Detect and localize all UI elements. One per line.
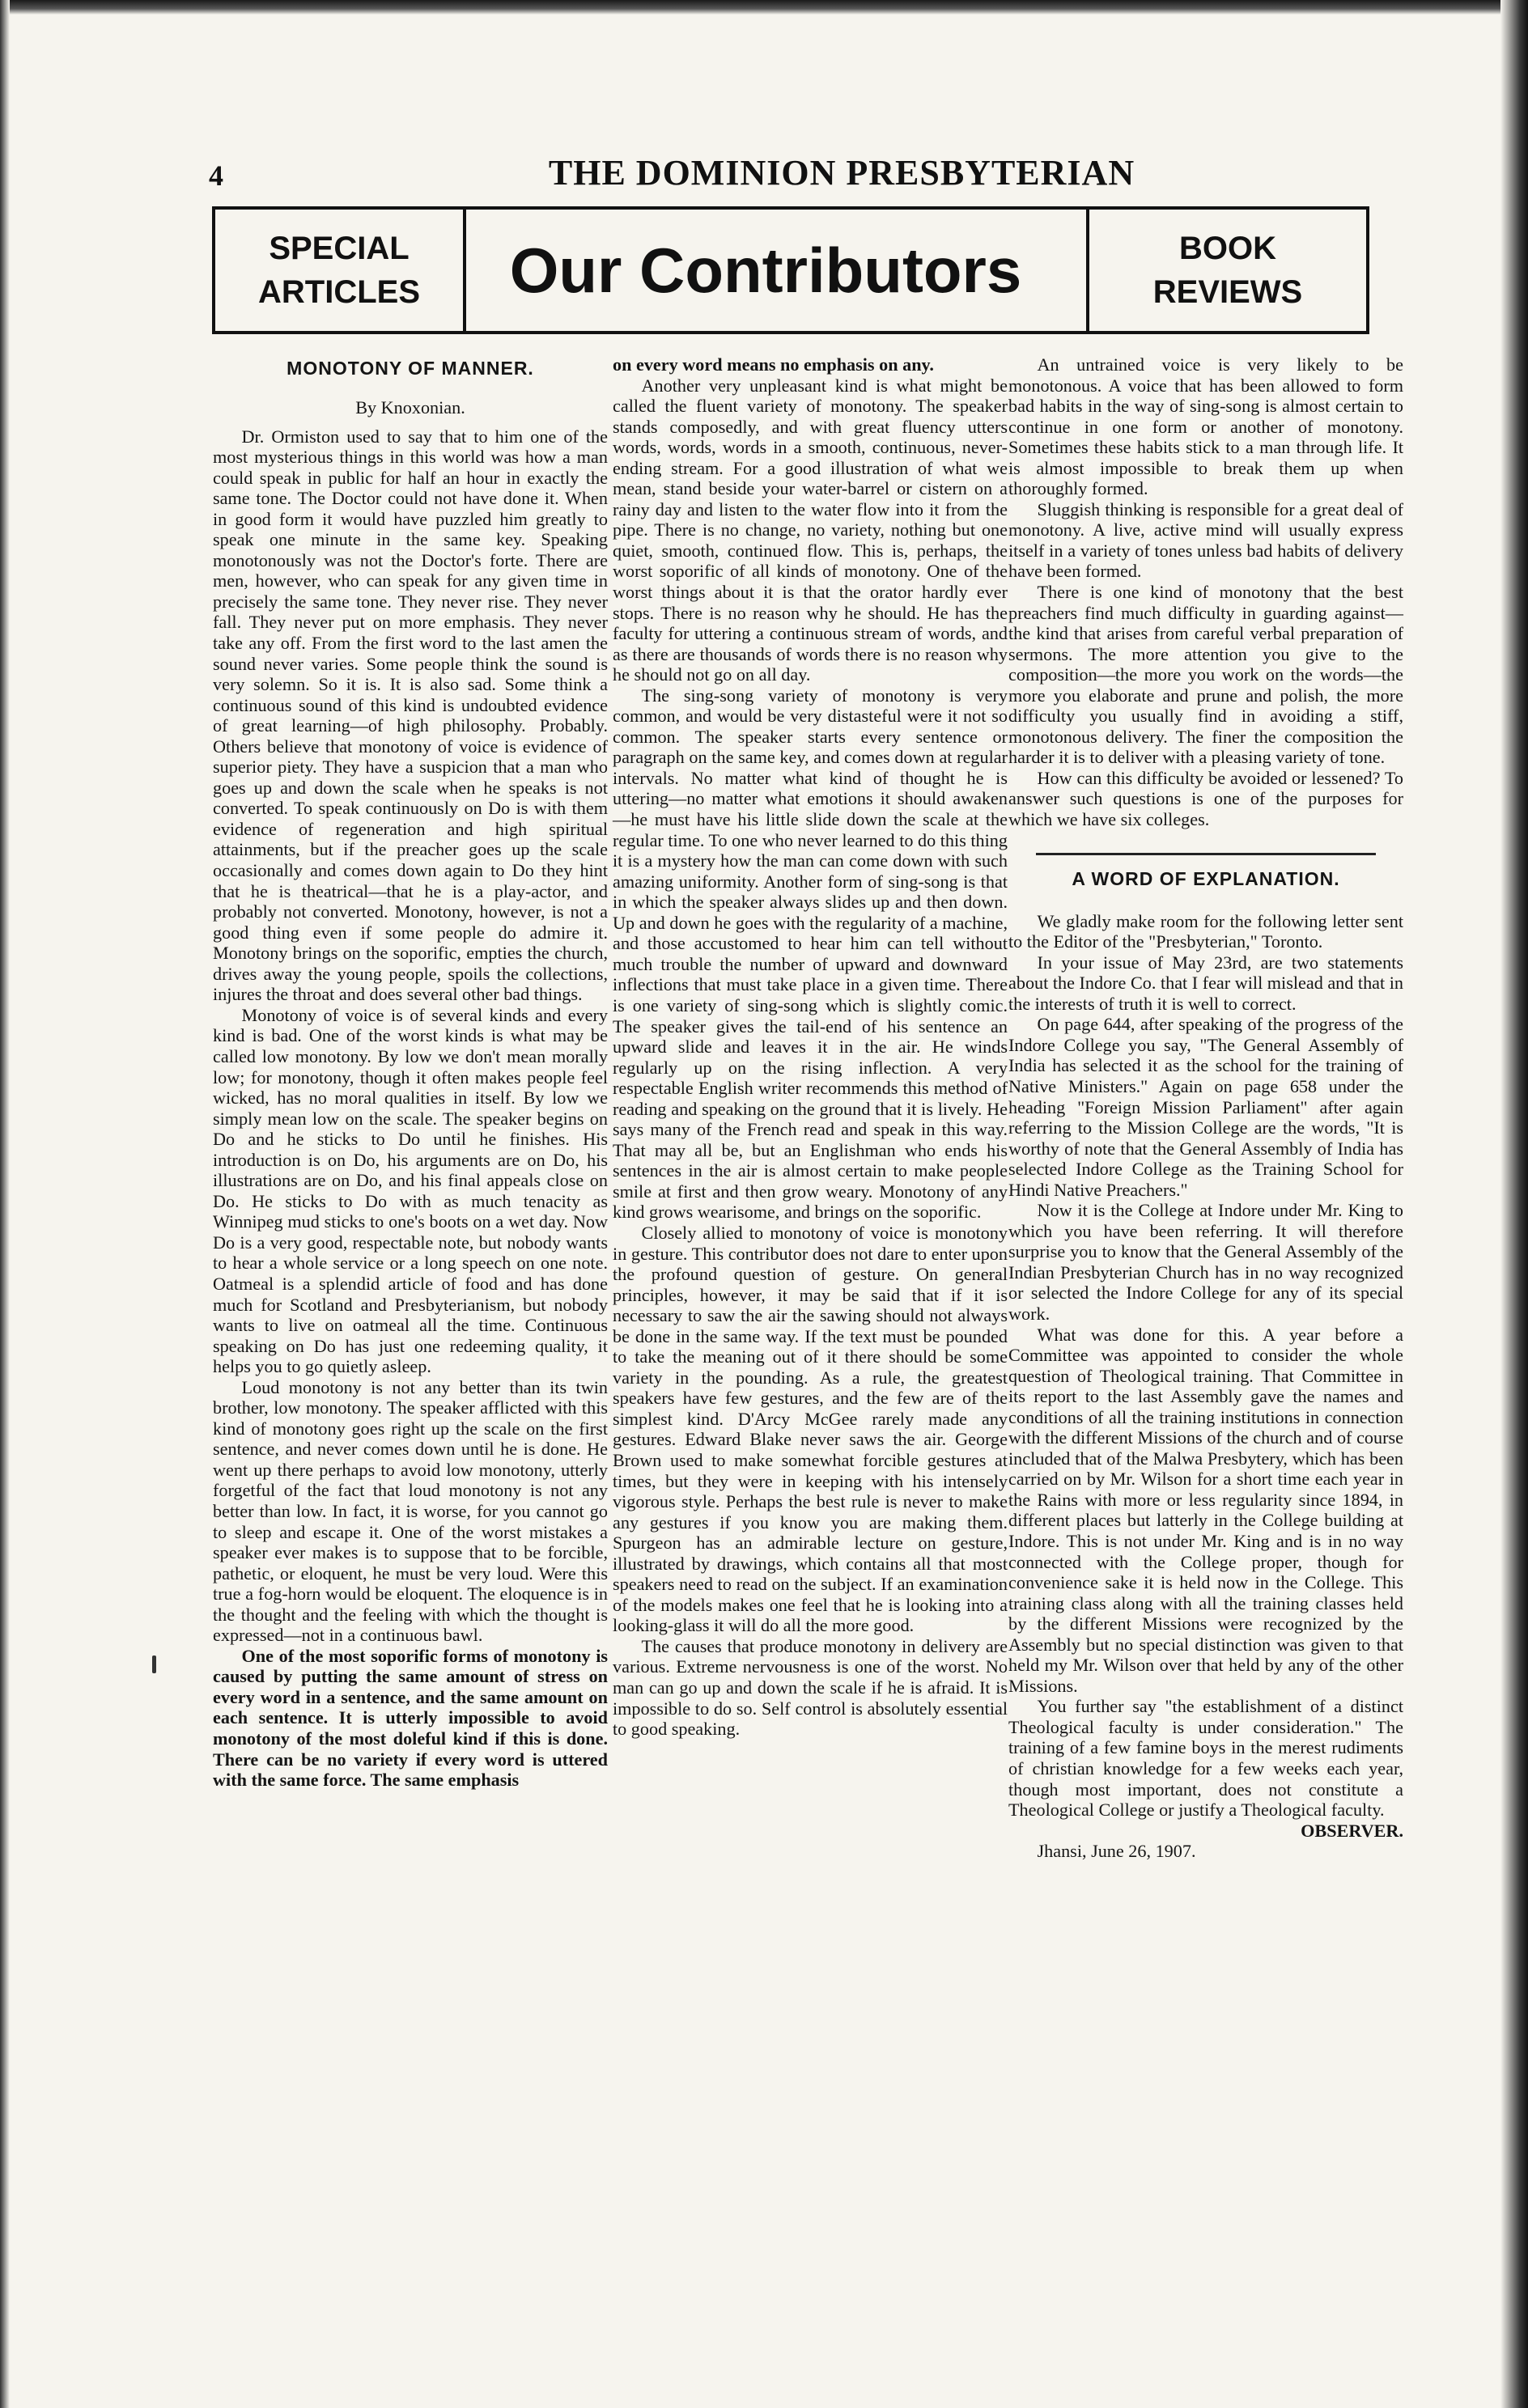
- column-1: [213, 354, 608, 1791]
- paragraph: We gladly make room for the following letter sent to the Editor of the "Presbyterian," Toronto.: [1008, 910, 1403, 952]
- scan-border-top: [0, 0, 1528, 15]
- banner-right-line2: REVIEWS: [1152, 274, 1303, 310]
- article-byline: By Knoxonian.: [355, 397, 465, 418]
- signature: OBSERVER.: [1301, 1820, 1403, 1841]
- paragraph: Sluggish thinking is responsible for a great deal of monotony. A live, active mind will usually express itself in a variety of tones unless bad habits of delivery have been formed.: [1008, 498, 1403, 582]
- paragraph: Another very unpleasant kind is what might be called the fluent variety of monotony. The speaker stands composedly, and with great fluency utters words, words, words in a smooth, continuous, never-ending stream. For a good illustration of what we mean, stand beside your water-barrel or cistern on a rainy day and listen to the water flow into it from the pipe. There is no change, no variety, nothing but one quiet, smooth, continued flow. This is, perhaps, the worst soporific of all kinds of monotony. One of the worst things about it is that the orator hardly ever stops. There is no reason why he should. He has the faculty for uttering a continuous stream of words, and as there are thousands of words there is no reason why he should not go on all day.: [613, 375, 1008, 685]
- column-2: [613, 354, 1008, 1740]
- paragraph: Monotony of voice is of several kinds and every kind is bad. One of the worst kinds is what may be called low monotony. By low we don't mean morally low; for monotony, though it often makes people feel wicked, has no moral qualities in itself. By low we simply mean low on the scale. The speaker begins on Do and he sticks to Do until he finishes. His introduction is on Do, his arguments are on Do, his illustrations are on Do, and his final appeals close on Do. He sticks to Do with as much tenacity as Winnipeg mud sticks to one's boots on a wet day. Now Do is a very good, respectable note, but nobody wants to hear a whole service or a long speech on one note. Oatmeal is a splendid article of food and has done much for Scotland and Presbyterianism, but nobody wants to live on oatmeal all the time. Continuous speaking on Do has just one redeeming quality, it helps you to go quietly asleep.: [213, 1004, 608, 1377]
- paragraph: Now it is the College at Indore under Mr. King to which you have been referring. It will therefore surprise you to know that the General Assembly of the Indian Presbyterian Church has in no way recognized or selected the Indore College for any of its special work.: [1008, 1200, 1403, 1324]
- paragraph: An untrained voice is very likely to be monotonous. A voice that has been allowed to form bad habits in the way of sing-song is almost certain to continue in one form or another of monotony. Sometimes these habits stick to a man through life. It is almost impossible to break them up when thoroughly formed.: [1008, 354, 1403, 499]
- banner-left-line1: SPECIAL: [269, 231, 410, 266]
- paragraph: One of the most soporific forms of monotony is caused by putting the same amount of stress on every word in a sentence, and the same amount on each sentence. It is utterly impossible to avoid monotony of the most doleful kind if this is done. There can be no variety if every word is uttered with the same force. The same emphasis: [213, 1645, 608, 1791]
- dateline: Jhansi, June 26, 1907.: [1037, 1841, 1196, 1862]
- paragraph: You further say "the establishment of a distinct Theological faculty is under consideration." The training of a few famine boys in the merest rudiments of christian knowledge for a few weeks each year, though most important, does not constitute a Theological College or justify a Theological faculty.: [1008, 1696, 1403, 1821]
- paragraph: Loud monotony is not any better than its twin brother, low monotony. The speaker afflicted with this kind of monotony goes right up the scale on the first sentence, and never comes down until he is done. He went up there perhaps to avoid low monotony, utterly forgetful of the fact that loud monotony is not any better than low. In fact, it is worse, for you cannot go to sleep and escape it. One of the worst mistakes a speaker ever makes is to suppose that to be forcible, pathetic, or eloquent, he must be very loud. Were this true a fog-horn would be eloquent. The eloquence is in the thought and the feeling with which the thought is expressed—not in a continuous bawl.: [213, 1376, 608, 1646]
- paragraph: On page 644, after speaking of the progress of the Indore College you say, "The General Assembly of India has selected it as the school for the training of Native Ministers." Again on page 658 under the heading "Foreign Mission Parliament" after again referring to the Mission College are the words, "It is worthy of note that the General Assembly of India has selected Indore College as the Training School for Hindi Native Preachers.": [1008, 1014, 1403, 1200]
- banner-title: Our Contributors: [509, 234, 1022, 306]
- section-divider: [1036, 853, 1376, 855]
- section-banner: [212, 206, 1369, 334]
- article-title-explanation: A WORD OF EXPLANATION.: [1072, 867, 1340, 889]
- scan-border-left: [0, 0, 10, 2408]
- banner-book-reviews: [1086, 210, 1366, 331]
- paragraph: In your issue of May 23rd, are two statements about the Indore Co. that I fear will mislead and that in the interests of truth it is well to correct.: [1008, 952, 1403, 1014]
- paragraph: How can this difficulty be avoided or lessened? To answer such questions is one of the purposes for which we have six colleges.: [1008, 767, 1403, 830]
- scan-border-right: [1500, 0, 1528, 2408]
- page-number: 4: [209, 159, 223, 192]
- article-title-monotony: MONOTONY OF MANNER.: [286, 358, 534, 379]
- running-head: THE DOMINION PRESBYTERIAN: [548, 153, 1135, 193]
- paragraph: There is one kind of monotony that the best preachers find much difficulty in guarding against—the kind that arises from careful verbal preparation of sermons. The more attention you give to the composition—the more you work on the words—the more you elaborate and prune and polish, the more difficulty you usually find in avoiding a stiff, monotonous delivery. The finer the composition the harder it is to deliver with a pleasing variety of tone.: [1008, 582, 1403, 768]
- paragraph: What was done for this. A year before a Committee was appointed to consider the whole question of Theological training. That Committee in its report to the last Assembly gave the names and conditions of all the training institutions in connection with the different Missions of the church and of course included that of the Malwa Presbytery, which has been carried on by Mr. Wilson for a short time each year in the Rains with more or less regularity since 1894, in different places but latterly in the College building at Indore. This is not under Mr. King and is in no way connected with the College proper, though for convenience sake it is held now in the College. This training class along with all the training classes held by the different Missions were recognized by the Assembly but no special distinction was given to that held my Mr. Wilson over that held by any of the other Missions.: [1008, 1324, 1403, 1696]
- paragraph: The causes that produce monotony in delivery are various. Extreme nervousness is one of the worst. No man can go up and down the scale if he is afraid. It is impossible to do so. Self control is absolutely essential to good speaking.: [613, 1635, 1008, 1740]
- paragraph: on every word means no emphasis on any.: [613, 354, 934, 375]
- banner-special-articles: [215, 210, 466, 331]
- banner-right-line1: BOOK: [1178, 231, 1276, 266]
- paragraph: The sing-song variety of monotony is very common, and would be very distasteful were it not so common. The speaker starts every sentence or paragraph on the same key, and comes down at regular intervals. No matter what kind of thought he is uttering—no matter what emotions it should awaken—he must have his little slide down the scale at the regular time. To one who never learned to do this thing it is a mystery how the man can come down with such amazing uniformity. Another form of sing-song is that in which the speaker always slides up and then down. Up and down he goes with the regularity of a machine, and those accustomed to hear him can tell without much trouble the number of upward and downward inflections that must take place in a given time. There is one variety of sing-song which is slightly comic. The speaker gives the tail-end of his sentence an upward slide and leaves it in the air. He winds regularly up on the rising inflection. A very respectable English writer recommends this method of reading and speaking on the ground that it is lively. He says many of the French read and speak in this way. That may all be, but an Englishman who ends his sentences in the air is almost certain to make people smile at first and then grow weary. Monotony of any kind grows wearisome, and brings on the soporific.: [613, 685, 1008, 1223]
- paragraph: Closely allied to monotony of voice is monotony in gesture. This contributor does not dare to enter upon the profound question of gesture. On general principles, however, it may be said that if it is necessary to saw the air the sawing should not always be done in the same way. If the text must be pounded to take the meaning out of it there should be some variety in the pounding. As a rule, the greatest speakers have few gestures, and the few are of the simplest kind. D'Arcy McGee rarely made any gestures. Edward Blake never saws the air. George Brown used to make somewhat forcible gestures at times, but they were in keeping with his intensely vigorous style. Perhaps the best rule is never to make any gestures if you know you are making them. Spurgeon has an admirable lecture on gesture, illustrated by drawings, which contains all that most speakers need to read on the subject. If an examination of the models makes one feel that he is looking into a looking-glass it will do all the more good.: [613, 1222, 1008, 1636]
- margin-mark: [152, 1656, 156, 1673]
- paragraph: Dr. Ormiston used to say that to him one of the most mysterious things in this world was how a man could speak in public for half an hour in exactly the same tone. The Doctor could not have done it. When in good form it would have puzzled him greatly to speak one minute in the same key. Speaking monotonously was not the Doctor's forte. There are men, however, who can speak for any given time in precisely the same tone. They never rise. They never fall. They never put on more emphasis. They never take any off. From the first word to the last amen the sound never varies. Some people think the sound is very solemn. So it is. It is also sad. Some think a continuous sound of this kind is undoubted evidence of great learning—of high philosophy. Probably. Others believe that monotony of voice is evidence of superior piety. They have a suspicion that a man who goes up and down the scale when he speaks is not converted. To speak continuously on Do is with them evidence of regeneration and high spiritual attainments, but if the preacher goes up the scale occasionally and comes down again to Do they hint that he is theatrical—that he is a play-actor, and probably not converted. Monotony, however, is not a good thing even if some people do admire it. Monotony brings on the soporific, empties the church, drives away the young people, spoils the collections, injures the throat and does several other bad things.: [213, 426, 608, 1005]
- banner-left-line2: ARTICLES: [258, 274, 420, 310]
- column-3: [1008, 354, 1403, 1862]
